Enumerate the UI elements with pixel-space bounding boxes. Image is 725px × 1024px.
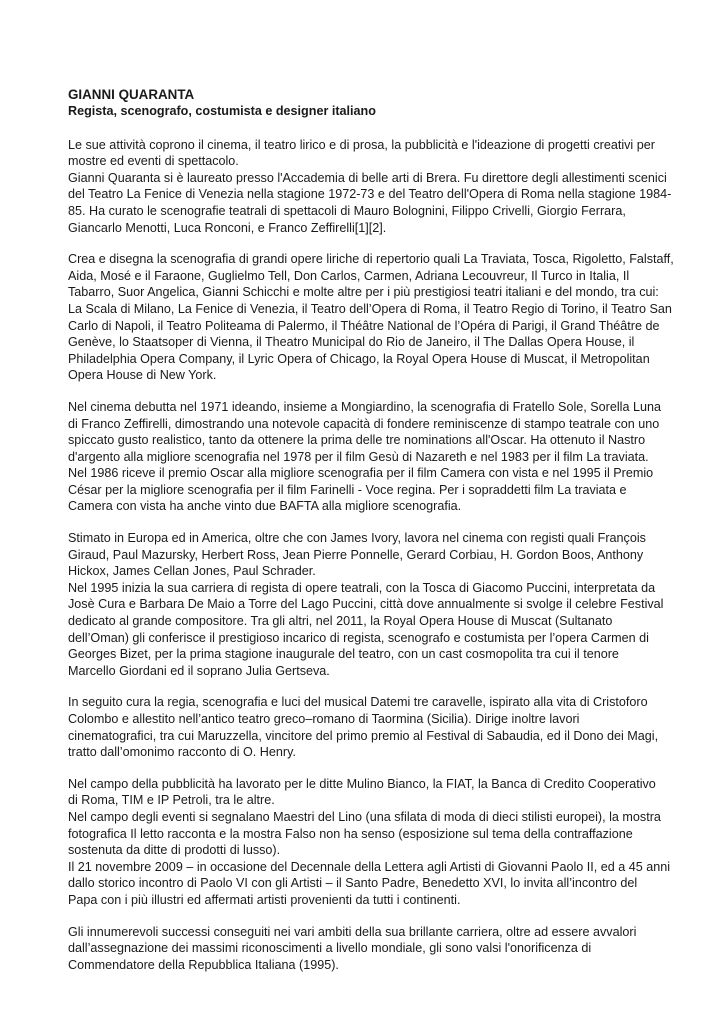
text-line: sostenuta da ditte di prodotti di lusso). [68,843,281,858]
text-line: mostre ed eventi di spettacolo. [68,154,239,169]
text-line: dedicato al grande compositore. Tra gli altri, nel 2011, la Royal Opera House di Muscat (Sultanato [68,614,613,629]
text-line: di Roma, TIM e IP Petroli, tra le altre. [68,793,275,808]
text-line: Philadelphia Opera Company, il Lyric Opera of Chicago, la Royal Opera House di Muscat, il Metropolitan [68,351,650,366]
text-line: Nel campo della pubblicità ha lavorato per le ditte Mulino Bianco, la FIAT, la Banca di Credito Cooperativo [68,776,656,791]
text-line: di Franco Zeffirelli, dimostrando una notevole capacità di fondere reminiscenze di stampo teatrale con uno [68,416,660,431]
text-line: Genève, lo Staatsoper di Vienna, il Theatro Municipal do Rio de Janeiro, il The Dallas Opera House, il [68,335,635,350]
text-line: Opera House di New York. [68,368,217,383]
text-line: Gli innumerevoli successi conseguiti nei vari ambiti della sua brillante carriera, oltre ad essere avvalori [68,924,637,939]
text-line: Papa con i più illustri ed affermati artisti provenienti da tutti i continenti. [68,892,461,907]
text-line: Tabarro, Suor Angelica, Gianni Schicchi e molte altre per i più prestigiosi teatri italiani e del mondo, tra cui: [68,285,659,300]
text-line: César per la migliore scenografia per il film Farinelli - Voce regina. Per i sopraddetti film La traviata e [68,482,627,497]
text-line: dallo storico incontro di Paolo VI con gli Artisti – il Santo Padre, Benedetto XVI, lo invita all’incontro del [68,876,638,891]
text-line: Camera con vista ha anche vinto due BAFTA alla migliore scenografia. [68,499,462,514]
text-line: dall’assegnazione dei massimi riconoscimenti a livello mondiale, gli sono valsi l'onorificenza di [68,941,592,956]
text-line: dell’Oman) gli conferisce il prestigioso incarico di regista, scenografo e costumista per l’opera Carmen di [68,630,649,645]
text-line: Marcello Giordani ed il soprano Julia Gertseva. [68,663,330,678]
paragraph [68,924,658,974]
paragraph [68,251,674,384]
text-line: Josè Cura e Barbara De Maio a Torre del Lago Puccini, città dove annualmente si svolge il celebre Festival [68,597,664,612]
text-line: Hickox, James Cellan Jones, Paul Schrader. [68,564,316,579]
text-line: Nel 1995 inizia la sua carriera di regista di opere teatrali, con la Tosca di Giacomo Puccini, interpretata da [68,580,656,595]
text-line: Georges Bizet, per la prima stagione inaugurale del teatro, con un cast cosmopolita tra cui il tenore [68,647,619,662]
text-line: Aida, Mosé e il Faraone, Guglielmo Tell, Don Carlos, Carmen, Adriana Lecouvreur, Il Turco in Italia, Il [68,268,630,283]
text-line: Il 21 novembre 2009 – in occasione del Decennale della Lettera agli Artisti di Giovanni Paolo II, ed a 45 anni [68,859,671,874]
paragraph [68,399,661,515]
text-line: d'argento alla migliore scenografia nel 1978 per il film Gesù di Nazareth e nel 1983 per il film La traviata. [68,449,649,464]
text-line: del Teatro La Fenice di Venezia nella stagione 1972-73 e del Teatro dell'Opera di Roma nella stagione 1984- [68,187,672,202]
text-line: Giancarlo Menotti, Luca Ronconi, e Franco Zeffirelli[1][2]. [68,220,387,235]
text-line: Carlo di Napoli, il Teatro Politeama di Palermo, il Théâtre National de l’Opéra di Parigi, il Grand Théâtre de [68,318,660,333]
text-line: spiccato gusto realistico, tanto da ottenere la prima delle tre nominations all'Oscar. Ha ottenuto il Nastro [68,433,646,448]
text-line: Nel cinema debutta nel 1971 ideando, insieme a Mongiardino, la scenografia di Fratello Sole, Sorella Luna [68,399,661,414]
text-line: In seguito cura la regia, scenografia e luci del musical Datemi tre caravelle, ispirato alla vita di Cristoforo [68,695,648,710]
document-body [68,137,674,974]
paragraph [68,530,664,679]
text-line: cinematografici, tra cui Maruzzella, vincitore del primo premio al Festival di Sabaudia, ed il Dono dei Magi, [68,728,659,743]
text-line: La Scala di Milano, La Fenice di Venezia, il Teatro dell’Opera di Roma, il Teatro Regio di Torino, il Teatro San [68,301,672,316]
document-page [68,86,674,988]
text-line: fotografica Il letto racconta e la mostra Falso non ha senso (esposizione sul tema della contraffazione [68,826,633,841]
text-line: 85. Ha curato le scenografie teatrali di spettacoli di Mauro Bolognini, Filippo Crivelli, Giorgio Ferrara, [68,203,626,218]
paragraph [68,776,671,909]
text-line: Gianni Quaranta si è laureato presso l'Accademia di belle arti di Brera. Fu direttore degli allestimenti scenici [68,170,667,185]
text-line: Stimato in Europa ed in America, oltre che con James Ivory, lavora nel cinema con registi quali François [68,531,646,546]
text-line: Commendatore della Repubblica Italiana (1995). [68,957,339,972]
page-title: GIANNI QUARANTA [68,87,195,102]
paragraph [68,694,658,760]
text-line: Le sue attività coprono il cinema, il teatro lirico e di prosa, la pubblicità e l'ideazione di progetti creativi per [68,137,655,152]
text-line: Giraud, Paul Mazursky, Herbert Ross, Jean Pierre Ponnelle, Gerard Corbiau, H. Gordon Boos, Anthony [68,547,644,562]
text-line: Colombo e allestito nell’antico teatro greco–romano di Taormina (Sicilia). Dirige inoltre lavori [68,712,580,726]
paragraph [68,137,672,237]
text-line: Nel 1986 riceve il premio Oscar alla migliore scenografia per il film Camera con vista e nel 1995 il Premio [68,466,654,481]
text-line: Nel campo degli eventi si segnalano Maestri del Lino (una sfilata di moda di dieci stilisti europei), la mostra [68,809,661,824]
text-line: Crea e disegna la scenografia di grandi opere liriche di repertorio quali La Traviata, Tosca, Rigoletto, Falstaff, [68,252,674,267]
text-line: tratto dall’omonimo racconto di O. Henry. [68,745,296,760]
page-subtitle: Regista, scenografo, costumista e designer italiano [68,104,376,118]
